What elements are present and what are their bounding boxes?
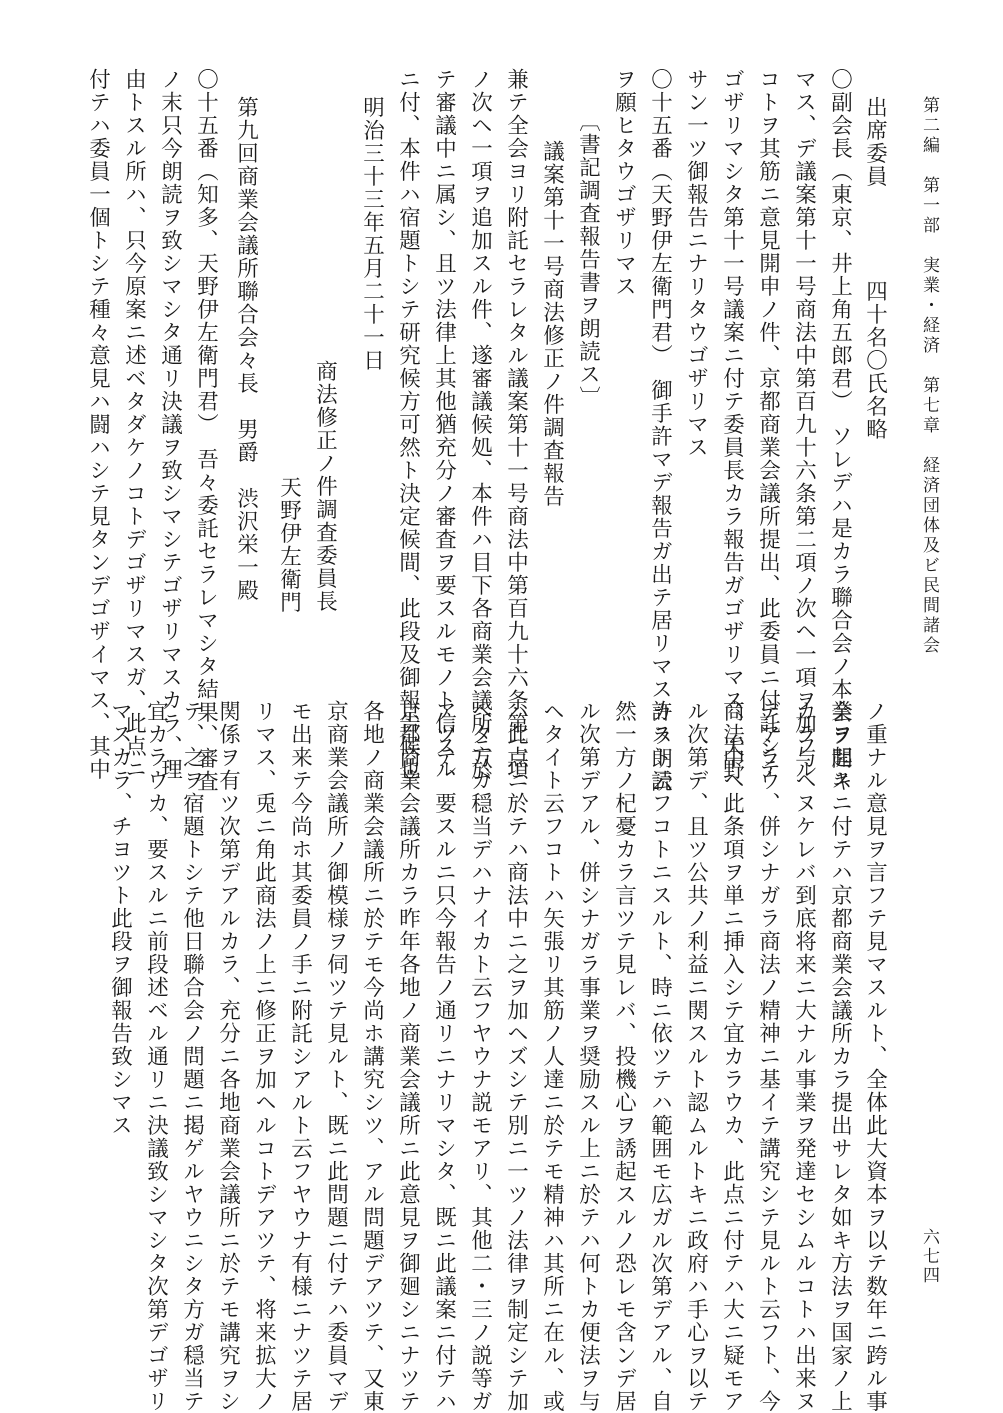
bottom-column: 京商業会議所ノ御模様ヲ伺ツテ見ルト、既ニ此問題ニ付テハ委員マデ — [323, 700, 349, 1413]
top-column: 明治三十三年五月二十一日 — [359, 96, 385, 372]
top-column: 議案第十一号商法修正ノ件調査報告 — [539, 140, 565, 508]
bottom-column: 各地ノ商業会議所ニ於テモ今尚ホ講究シツ、アル問題デアツテ、又東 — [359, 700, 385, 1413]
top-column: 出席委員 四十名〇氏名略 — [862, 96, 888, 441]
bottom-column: 宜カラウカ、要スルニ前段述ベル通リニ決議致シマシタ次第デゴザリ — [143, 700, 169, 1413]
bottom-column: ハ此点ニ於テハ商法中ニ之ヲ加ヘズシテ別ニ一ツノ法律ヲ制定シテ加 — [503, 700, 529, 1413]
bottom-column: デアラウ、併シナガラ商法ノ精神ニ基イテ講究シテ見ルト云フト、今 — [755, 700, 781, 1413]
bottom-column: 許スト云フコトニスルト、時ニ依ツテハ範囲モ広ガル次第デアル、自 — [647, 700, 673, 1413]
bottom-column: ル次第デアル、併シナガラ事業ヲ奨励スル上ニ於テハ何トカ便法ヲ与 — [575, 700, 601, 1413]
top-column: 〇副会長（東京、井上角五郎君） ソレデハ是カラ聯合会ノ本会ヲ開キ — [827, 68, 853, 794]
top-column: テ審議中ニ属シ、且ツ法律上其他猶充分ノ審査ヲ要スルモノト信スル — [431, 68, 457, 781]
top-column: 〇十五番（天野伊左衛門君） 御手許マデ報告ガ出テ居リマスカラ朗読 — [647, 68, 673, 794]
bottom-column: テ、之ヲ宿題トシテ他日聯合会ノ問題ニ掲ゲルヤウニシタ方ガ穏当テ — [179, 700, 205, 1413]
bottom-column: 然一方ノ杞憂カラ言ツテ見レバ、投機心ヲ誘起スルノ恐レモ含ンデ居 — [611, 700, 637, 1413]
top-column: 商法修正ノ件調査委員長 — [312, 360, 338, 613]
bottom-column: 商法中ヘ此条項ヲ単ニ挿入シテ宜カラウカ、此点ニ付テハ大ニ疑モア — [719, 700, 745, 1413]
bottom-column: マスカラ、チヨツト此段ヲ御報告致シマス — [107, 700, 133, 1137]
bottom-column: リマス、兎ニ角此商法ノ上ニ修正ヲ加ヘルコトデアツテ、将来拡大ノ — [251, 700, 277, 1413]
top-column: ヲ願ヒタウゴザリマス — [611, 68, 637, 298]
top-column: マス、デ議案第十一号商法中第百九十六条第二項ノ次ヘ一項ヲ加フル — [791, 68, 817, 781]
top-column: ノ末只今朗読ヲ致シマシタ通リ決議ヲ致シマシテゴザリマスカラ、理 — [157, 68, 183, 781]
top-column: コトヲ其筋ニ意見開申ノ件、京都商業会議所提出、此委員ニ付託シテ — [755, 68, 781, 781]
top-column: 付テハ委員一個トシテ種々意見ハ闘ハシテ見タンデゴザイマス、其中 — [85, 68, 111, 781]
top-column: 由トスル所ハ、只今原案ニ述ベタダケノコトデゴザリマスガ、此点ニ — [121, 68, 147, 781]
bottom-column: モ出来テ今尚ホ其委員ノ手ニ附託シアルト云フヤウナ有様ニナツテ居 — [287, 700, 313, 1413]
bottom-column: ノ重ナル意見ヲ言フテ見マスルト、全体此大資本ヲ以テ数年ニ跨ル事 — [862, 700, 888, 1413]
bottom-column: 業ヲ起スニ付テハ京都商業会議所カラ提出サレタ如キ方法ヲ国家ノ上 — [827, 700, 853, 1413]
top-column: 天野伊左衛門 — [276, 476, 302, 614]
bottom-column: ヘタ方ガ穏当デハナイカト云フヤウナ説モアリ、其他二・三ノ説等ガ — [467, 700, 493, 1413]
bottom-column: カラ与ヘヌケレバ到底将来ニ大ナル事業ヲ発達セシムルコトハ出来ヌ — [791, 700, 817, 1413]
top-column: ゴザリマシタ第十一号議案ニ付テ委員長カラ報告ガゴザリマス、天野 — [719, 68, 745, 781]
top-column: ニ付、本件ハ宿題トシテ研究候方可然ト決定候間、此段及御報告候也 — [395, 68, 421, 781]
bottom-column: ル次第デ、且ツ公共ノ利益ニ関スルト認ムルトキニ政府ハ手心ヲ以テ — [683, 700, 709, 1413]
top-column: 兼テ全会ヨリ附託セラレタル議案第十一号商法中第百九十六条第二項 — [503, 68, 529, 781]
top-column: ノ次ヘ一項ヲ追加スル件、遂審議候処、本件ハ目下各商業会議所ニ於 — [467, 68, 493, 781]
top-column: 〇十五番（知多、天野伊左衛門君） 吾々委託セラレマシタ結果、審査 — [193, 68, 219, 794]
top-column: 〔書記調査報告書ヲ朗読ス〕 — [575, 110, 601, 409]
running-header: 第二編 第一部 実業・経済 第七章 経済団体及ビ民間諸会 — [919, 96, 939, 656]
bottom-column: 京都商業会議所カラ昨年各地ノ商業会議所ニ此意見ヲ御廻シニナツテ — [395, 700, 421, 1413]
bottom-column: ヘタイト云フコトハ矢張リ其筋ノ人達ニ於テモ精神ハ其所ニ在ル、或 — [539, 700, 565, 1413]
top-column: 第九回商業会議所聯合会々長 男爵 渋沢栄一殿 — [233, 96, 259, 602]
top-column: サン一ツ御報告ニナリタウゴザリマス — [683, 68, 709, 459]
page-number: 六七四 — [919, 1228, 939, 1285]
bottom-column: 関係ヲ有ツ次第デアルカラ、充分ニ各地商業会議所ニ於テモ講究ヲシ — [215, 700, 241, 1413]
bottom-column: アツテ、要スルニ只今報告ノ通リニナリマシタ、既ニ此議案ニ付テハ — [431, 700, 457, 1413]
